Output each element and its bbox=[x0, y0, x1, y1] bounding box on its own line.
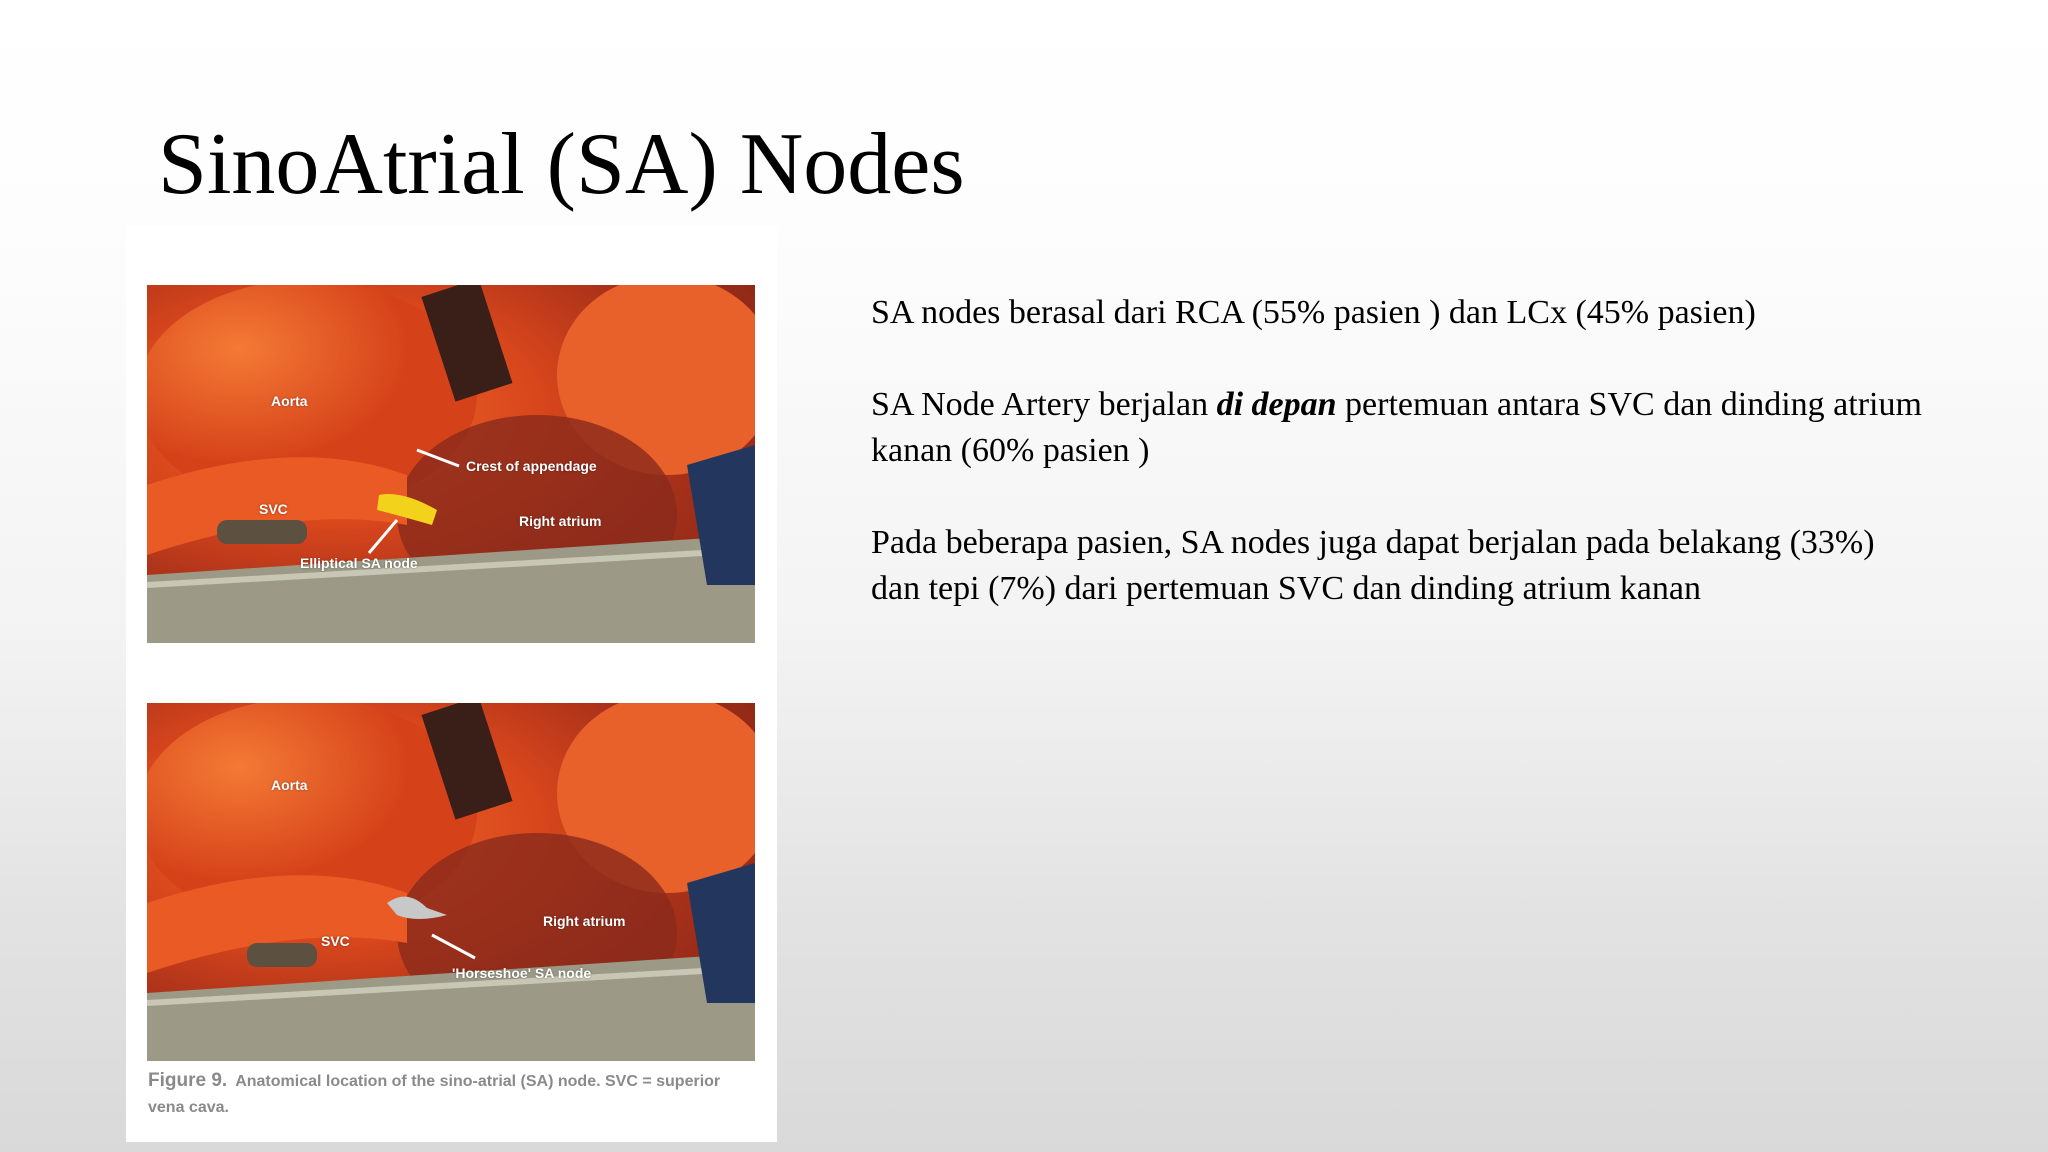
caption-text: Anatomical location of the sino-atrial (SA) node. SVC = superior vena cava. bbox=[148, 1073, 721, 1116]
label-aorta: Aorta bbox=[271, 777, 308, 793]
p2-text-after: pertemuan antara SVC dan dinding atrium kanan (60% pasien ) bbox=[871, 386, 1922, 469]
label-svc: SVC bbox=[321, 933, 350, 949]
figure-number: Figure 9. bbox=[148, 1070, 228, 1091]
heart-illustration-top bbox=[147, 285, 755, 643]
label-aorta: Aorta bbox=[271, 393, 308, 409]
label-elliptical-sa-node: Elliptical SA node bbox=[300, 555, 418, 571]
slide-title: SinoAtrial (SA) Nodes bbox=[158, 116, 965, 213]
label-horseshoe-sa-node: 'Horseshoe' SA node bbox=[452, 965, 592, 981]
sa-node-photo-elliptical bbox=[147, 285, 755, 643]
body-paragraph-blood-supply: SA nodes berasal dari RCA (55% pasien ) dan LCx (45% pasien) bbox=[871, 294, 1756, 331]
slide-body bbox=[871, 290, 1931, 658]
p2-text-before: SA Node Artery berjalan bbox=[871, 386, 1217, 423]
label-right-atrium: Right atrium bbox=[543, 913, 626, 929]
body-paragraph-variants: Pada beberapa pasien, SA nodes juga dapat berjalan pada belakang (33%) dan tepi (7%) dari pertemuan SVC dan dinding atrium kanan bbox=[871, 524, 1875, 607]
emphasis-di-depan: di depan bbox=[1216, 386, 1337, 423]
figure-caption bbox=[148, 1068, 758, 1121]
label-right-atrium: Right atrium bbox=[519, 513, 602, 529]
heart-illustration-bottom bbox=[147, 703, 755, 1061]
body-paragraph-artery-course bbox=[871, 382, 1931, 474]
sa-node-photo-horseshoe bbox=[147, 703, 755, 1061]
label-svc: SVC bbox=[259, 501, 288, 517]
label-crest-of-appendage: Crest of appendage bbox=[466, 458, 597, 474]
anatomy-figure bbox=[126, 226, 777, 1142]
